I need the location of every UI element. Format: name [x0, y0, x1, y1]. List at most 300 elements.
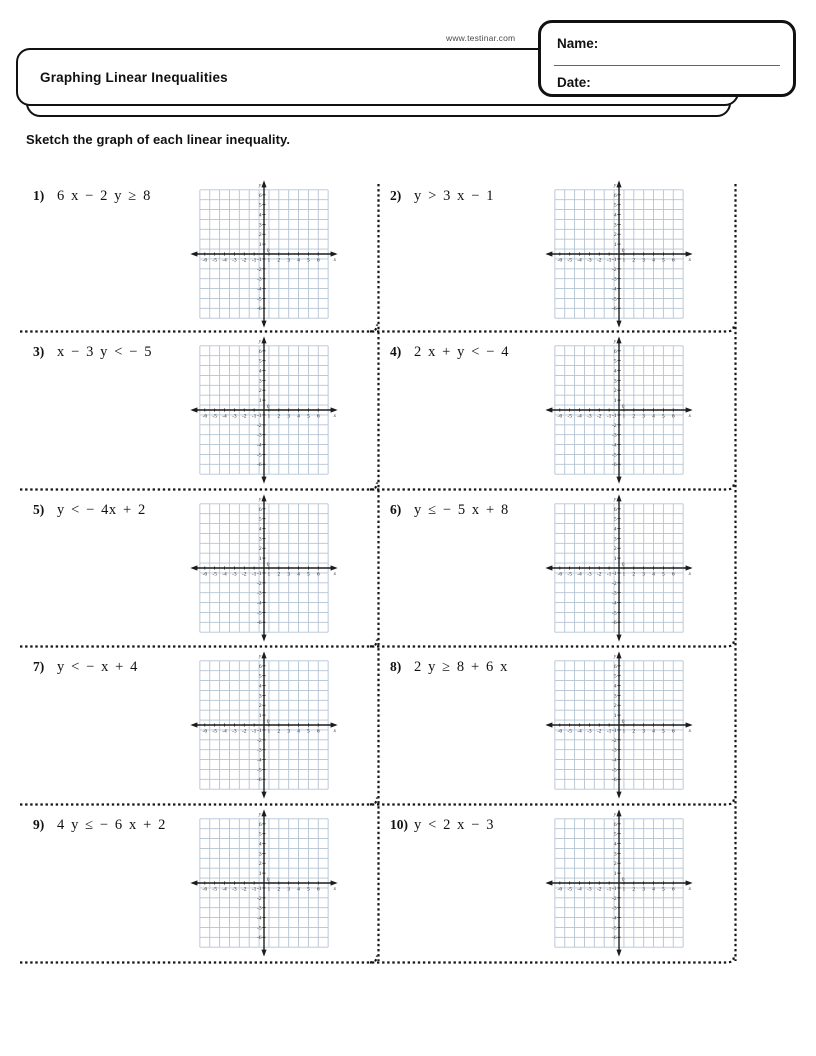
svg-text:-6: -6 [257, 306, 262, 313]
svg-text:-1: -1 [257, 256, 262, 263]
svg-text:5: 5 [307, 257, 310, 264]
problem-equation: y ≤ − 5 x + 8 [414, 502, 509, 518]
problem-2 [379, 175, 736, 331]
coordinate-grid [545, 180, 693, 328]
svg-text:x: x [688, 570, 692, 577]
problem-5 [20, 489, 377, 646]
svg-text:-5: -5 [212, 571, 217, 578]
svg-text:-2: -2 [257, 580, 262, 587]
svg-text:-3: -3 [612, 276, 617, 283]
svg-text:6: 6 [613, 192, 617, 199]
svg-text:-3: -3 [232, 728, 237, 735]
svg-text:y: y [258, 338, 262, 345]
svg-text:-6: -6 [557, 728, 563, 735]
svg-text:3: 3 [287, 886, 291, 893]
svg-text:0: 0 [621, 404, 625, 411]
svg-text:4: 4 [613, 683, 617, 690]
svg-text:6: 6 [613, 663, 617, 670]
svg-text:2: 2 [258, 388, 262, 395]
svg-text:4: 4 [652, 886, 655, 893]
svg-text:-4: -4 [612, 286, 617, 293]
svg-text:-6: -6 [257, 935, 262, 942]
svg-text:2: 2 [613, 703, 617, 710]
problem-equation: y < − 4x + 2 [57, 502, 146, 518]
svg-text:-5: -5 [257, 610, 262, 617]
problem-number: 1) [33, 188, 45, 203]
svg-text:1: 1 [267, 728, 271, 735]
svg-text:-6: -6 [257, 620, 262, 627]
coordinate-grid [545, 809, 693, 957]
svg-text:1: 1 [613, 556, 617, 563]
svg-text:2: 2 [632, 886, 636, 893]
svg-text:6: 6 [613, 506, 617, 513]
svg-text:-6: -6 [202, 886, 208, 893]
svg-text:-1: -1 [251, 257, 257, 264]
svg-text:6: 6 [258, 192, 262, 199]
svg-text:4: 4 [258, 368, 262, 375]
svg-text:4: 4 [297, 413, 300, 420]
svg-text:3: 3 [287, 571, 291, 578]
svg-text:6: 6 [258, 348, 262, 355]
svg-text:-2: -2 [257, 737, 262, 744]
svg-text:-3: -3 [587, 571, 592, 578]
svg-text:3: 3 [258, 851, 262, 858]
svg-text:1: 1 [622, 571, 626, 578]
svg-text:-3: -3 [232, 886, 237, 893]
svg-text:3: 3 [287, 413, 291, 420]
svg-text:6: 6 [613, 821, 617, 828]
svg-text:y: y [613, 496, 617, 503]
problem-3 [20, 331, 377, 489]
svg-text:6: 6 [316, 728, 320, 735]
svg-text:4: 4 [258, 841, 262, 848]
website-url: www.testinar.com [446, 33, 516, 43]
svg-text:5: 5 [662, 886, 665, 893]
svg-text:2: 2 [258, 703, 262, 710]
svg-text:-1: -1 [257, 412, 262, 419]
svg-text:4: 4 [613, 841, 617, 848]
problem-6 [379, 489, 736, 646]
svg-text:-1: -1 [257, 727, 262, 734]
svg-text:2: 2 [613, 232, 617, 239]
svg-text:1: 1 [267, 257, 271, 264]
svg-text:-3: -3 [257, 747, 262, 754]
svg-text:4: 4 [297, 257, 300, 264]
svg-text:-2: -2 [612, 580, 617, 587]
svg-text:-5: -5 [212, 886, 217, 893]
problem-1 [20, 175, 377, 331]
svg-text:-2: -2 [241, 886, 247, 893]
svg-text:-4: -4 [257, 442, 262, 449]
svg-text:-5: -5 [212, 413, 217, 420]
svg-text:2: 2 [277, 257, 281, 264]
svg-text:5: 5 [258, 831, 262, 838]
svg-text:y: y [613, 653, 617, 660]
svg-text:6: 6 [671, 728, 675, 735]
svg-text:-4: -4 [257, 915, 262, 922]
svg-text:-5: -5 [257, 452, 262, 459]
svg-text:-5: -5 [567, 413, 572, 420]
svg-text:-3: -3 [257, 432, 262, 439]
svg-text:-1: -1 [606, 413, 612, 420]
problem-number: 8) [390, 659, 402, 674]
svg-text:-3: -3 [232, 413, 237, 420]
svg-text:1: 1 [258, 242, 262, 249]
svg-text:6: 6 [258, 663, 262, 670]
svg-text:x: x [688, 256, 692, 263]
svg-text:6: 6 [671, 413, 675, 420]
svg-text:6: 6 [258, 821, 262, 828]
svg-text:6: 6 [671, 886, 675, 893]
svg-text:5: 5 [613, 202, 617, 209]
svg-text:3: 3 [258, 378, 262, 385]
svg-text:-5: -5 [612, 767, 617, 774]
svg-text:5: 5 [307, 571, 310, 578]
svg-text:1: 1 [258, 871, 262, 878]
svg-text:-5: -5 [567, 728, 572, 735]
svg-text:3: 3 [613, 851, 617, 858]
svg-text:1: 1 [622, 257, 626, 264]
problem-9 [20, 804, 377, 962]
svg-text:-4: -4 [612, 442, 617, 449]
svg-text:4: 4 [652, 413, 655, 420]
svg-text:-1: -1 [612, 412, 617, 419]
svg-text:y: y [258, 811, 262, 818]
svg-text:0: 0 [621, 562, 625, 569]
svg-text:x: x [333, 256, 337, 263]
svg-text:1: 1 [267, 571, 271, 578]
svg-text:1: 1 [613, 242, 617, 249]
svg-text:6: 6 [613, 348, 617, 355]
svg-text:4: 4 [258, 526, 262, 533]
svg-text:0: 0 [621, 248, 625, 255]
svg-text:-6: -6 [257, 462, 262, 469]
svg-text:-1: -1 [606, 257, 612, 264]
svg-text:-3: -3 [612, 747, 617, 754]
coordinate-grid [545, 651, 693, 799]
svg-text:4: 4 [652, 257, 655, 264]
svg-text:1: 1 [622, 413, 626, 420]
svg-text:-1: -1 [251, 571, 257, 578]
svg-text:-2: -2 [612, 266, 617, 273]
svg-text:6: 6 [258, 506, 262, 513]
svg-text:2: 2 [613, 388, 617, 395]
svg-text:2: 2 [277, 728, 281, 735]
svg-text:-6: -6 [557, 571, 563, 578]
svg-text:y: y [613, 338, 617, 345]
problem-equation: y < 2 x − 3 [414, 817, 495, 833]
svg-text:-4: -4 [612, 600, 617, 607]
svg-text:-4: -4 [577, 728, 582, 735]
svg-text:3: 3 [258, 222, 262, 229]
svg-text:-6: -6 [557, 413, 563, 420]
svg-text:y: y [613, 182, 617, 189]
svg-text:5: 5 [258, 202, 262, 209]
svg-text:-6: -6 [202, 257, 208, 264]
svg-text:2: 2 [613, 546, 617, 553]
svg-text:3: 3 [287, 257, 291, 264]
coordinate-grid [190, 336, 338, 484]
svg-text:5: 5 [613, 358, 617, 365]
svg-text:2: 2 [258, 232, 262, 239]
svg-text:2: 2 [632, 571, 636, 578]
svg-text:2: 2 [613, 861, 617, 868]
svg-text:2: 2 [277, 886, 281, 893]
svg-text:-1: -1 [612, 570, 617, 577]
svg-text:5: 5 [307, 886, 310, 893]
svg-text:-5: -5 [212, 728, 217, 735]
svg-text:x: x [688, 412, 692, 419]
svg-text:y: y [258, 653, 262, 660]
svg-text:2: 2 [258, 546, 262, 553]
svg-text:-3: -3 [587, 413, 592, 420]
svg-text:-3: -3 [232, 571, 237, 578]
svg-text:x: x [333, 412, 337, 419]
svg-text:2: 2 [277, 413, 281, 420]
svg-text:-3: -3 [587, 257, 592, 264]
svg-text:-2: -2 [612, 422, 617, 429]
svg-text:-1: -1 [257, 885, 262, 892]
svg-text:3: 3 [613, 536, 617, 543]
svg-text:-5: -5 [612, 610, 617, 617]
svg-text:1: 1 [613, 871, 617, 878]
svg-text:5: 5 [307, 728, 310, 735]
svg-text:5: 5 [613, 831, 617, 838]
svg-text:-6: -6 [202, 571, 208, 578]
svg-text:4: 4 [652, 571, 655, 578]
name-date-box [538, 20, 796, 97]
svg-text:1: 1 [267, 886, 271, 893]
svg-text:2: 2 [632, 728, 636, 735]
svg-text:-4: -4 [222, 257, 227, 264]
svg-text:x: x [333, 727, 337, 734]
svg-text:3: 3 [613, 378, 617, 385]
svg-text:1: 1 [622, 886, 626, 893]
svg-text:-3: -3 [232, 257, 237, 264]
svg-text:-6: -6 [202, 728, 208, 735]
svg-text:5: 5 [662, 413, 665, 420]
svg-text:4: 4 [258, 212, 262, 219]
svg-text:x: x [688, 885, 692, 892]
problem-7 [20, 646, 377, 804]
instruction-text: Sketch the graph of each linear inequality. [26, 132, 291, 147]
svg-text:3: 3 [642, 413, 646, 420]
svg-text:2: 2 [632, 257, 636, 264]
svg-text:x: x [333, 570, 337, 577]
svg-text:-2: -2 [596, 571, 602, 578]
svg-text:-2: -2 [257, 422, 262, 429]
coordinate-grid [190, 651, 338, 799]
svg-text:3: 3 [613, 222, 617, 229]
svg-text:-3: -3 [257, 276, 262, 283]
svg-text:5: 5 [613, 673, 617, 680]
svg-text:-4: -4 [257, 286, 262, 293]
svg-text:-5: -5 [257, 296, 262, 303]
svg-text:-4: -4 [257, 757, 262, 764]
date-label: Date: [557, 75, 591, 90]
name-fill-line [554, 65, 780, 66]
svg-text:4: 4 [613, 526, 617, 533]
svg-text:4: 4 [613, 368, 617, 375]
svg-text:-6: -6 [557, 257, 563, 264]
svg-text:-5: -5 [212, 257, 217, 264]
svg-text:3: 3 [642, 728, 646, 735]
svg-text:-5: -5 [567, 257, 572, 264]
svg-text:3: 3 [642, 571, 646, 578]
svg-text:3: 3 [642, 886, 646, 893]
svg-text:4: 4 [613, 212, 617, 219]
svg-text:0: 0 [266, 248, 270, 255]
problem-4 [379, 331, 736, 489]
svg-text:-3: -3 [257, 590, 262, 597]
svg-text:-6: -6 [257, 777, 262, 784]
problem-number: 7) [33, 659, 45, 674]
svg-text:-1: -1 [251, 886, 257, 893]
problem-number: 9) [33, 817, 45, 832]
svg-text:0: 0 [621, 719, 625, 726]
svg-text:5: 5 [258, 673, 262, 680]
page-title: Graphing Linear Inequalities [40, 69, 228, 85]
svg-text:-3: -3 [612, 590, 617, 597]
svg-text:y: y [258, 496, 262, 503]
svg-text:-6: -6 [612, 935, 617, 942]
problem-10 [379, 804, 736, 962]
svg-text:y: y [258, 182, 262, 189]
svg-text:-1: -1 [251, 413, 257, 420]
problem-equation: 4 y ≤ − 6 x + 2 [57, 817, 166, 833]
svg-text:-3: -3 [587, 886, 592, 893]
svg-text:-3: -3 [612, 432, 617, 439]
svg-text:6: 6 [671, 571, 675, 578]
svg-text:y: y [613, 811, 617, 818]
svg-text:1: 1 [267, 413, 271, 420]
svg-text:4: 4 [297, 728, 300, 735]
svg-text:-2: -2 [257, 895, 262, 902]
svg-text:-4: -4 [612, 757, 617, 764]
svg-text:-2: -2 [612, 737, 617, 744]
svg-text:-5: -5 [567, 571, 572, 578]
problem-number: 5) [33, 502, 45, 517]
svg-text:5: 5 [662, 257, 665, 264]
svg-text:6: 6 [316, 571, 320, 578]
svg-text:-4: -4 [577, 257, 582, 264]
svg-text:-2: -2 [596, 257, 602, 264]
svg-text:3: 3 [642, 257, 646, 264]
coordinate-grid [545, 336, 693, 484]
svg-text:3: 3 [258, 536, 262, 543]
svg-text:-6: -6 [612, 462, 617, 469]
svg-text:-3: -3 [257, 905, 262, 912]
problem-number: 4) [390, 344, 402, 359]
problem-number: 2) [390, 188, 402, 203]
svg-text:5: 5 [258, 358, 262, 365]
svg-text:6: 6 [671, 257, 675, 264]
problem-number: 6) [390, 502, 402, 517]
svg-text:-4: -4 [222, 571, 227, 578]
svg-text:1: 1 [622, 728, 626, 735]
svg-text:-2: -2 [612, 895, 617, 902]
svg-text:5: 5 [613, 516, 617, 523]
coordinate-grid [190, 180, 338, 328]
svg-text:1: 1 [613, 713, 617, 720]
svg-text:5: 5 [307, 413, 310, 420]
svg-text:-2: -2 [241, 728, 247, 735]
problem-number: 3) [33, 344, 45, 359]
svg-text:-4: -4 [612, 915, 617, 922]
svg-text:1: 1 [258, 398, 262, 405]
svg-text:-2: -2 [241, 257, 247, 264]
name-label: Name: [557, 36, 599, 51]
svg-text:0: 0 [621, 877, 625, 884]
svg-text:2: 2 [258, 861, 262, 868]
svg-text:-4: -4 [577, 886, 582, 893]
svg-text:-1: -1 [251, 728, 257, 735]
svg-text:-2: -2 [596, 413, 602, 420]
svg-text:-1: -1 [612, 256, 617, 263]
svg-text:3: 3 [613, 693, 617, 700]
problem-equation: x − 3 y < − 5 [57, 344, 153, 360]
svg-text:-2: -2 [257, 266, 262, 273]
problem-equation: 6 x − 2 y ≥ 8 [57, 188, 151, 204]
svg-text:-2: -2 [596, 728, 602, 735]
svg-text:3: 3 [258, 693, 262, 700]
svg-text:-5: -5 [257, 767, 262, 774]
svg-text:5: 5 [662, 571, 665, 578]
svg-text:2: 2 [632, 413, 636, 420]
svg-text:5: 5 [258, 516, 262, 523]
svg-text:0: 0 [266, 562, 270, 569]
svg-text:-1: -1 [612, 727, 617, 734]
svg-text:4: 4 [297, 886, 300, 893]
svg-text:4: 4 [258, 683, 262, 690]
svg-text:4: 4 [297, 571, 300, 578]
svg-text:0: 0 [266, 719, 270, 726]
svg-text:-4: -4 [222, 413, 227, 420]
problem-equation: y > 3 x − 1 [414, 188, 495, 204]
svg-text:4: 4 [652, 728, 655, 735]
problem-number: 10) [390, 817, 408, 832]
svg-text:-6: -6 [557, 886, 563, 893]
svg-text:-6: -6 [202, 413, 208, 420]
svg-text:-4: -4 [577, 571, 582, 578]
svg-text:-1: -1 [257, 570, 262, 577]
svg-text:x: x [333, 885, 337, 892]
svg-text:-1: -1 [606, 571, 612, 578]
svg-text:6: 6 [316, 413, 320, 420]
svg-text:-3: -3 [587, 728, 592, 735]
svg-text:5: 5 [662, 728, 665, 735]
svg-text:-5: -5 [612, 452, 617, 459]
svg-text:-5: -5 [567, 886, 572, 893]
svg-text:-1: -1 [612, 885, 617, 892]
coordinate-grid [190, 809, 338, 957]
svg-text:-3: -3 [612, 905, 617, 912]
coordinate-grid [190, 494, 338, 642]
svg-text:3: 3 [287, 728, 291, 735]
svg-text:6: 6 [316, 257, 320, 264]
svg-text:-6: -6 [612, 306, 617, 313]
svg-text:-2: -2 [241, 413, 247, 420]
svg-text:-5: -5 [612, 296, 617, 303]
svg-text:1: 1 [613, 398, 617, 405]
svg-text:-2: -2 [241, 571, 247, 578]
svg-text:-1: -1 [606, 886, 612, 893]
svg-text:1: 1 [258, 713, 262, 720]
problem-equation: 2 y ≥ 8 + 6 x [414, 659, 508, 675]
svg-text:-5: -5 [257, 925, 262, 932]
svg-text:-6: -6 [612, 620, 617, 627]
svg-text:-2: -2 [596, 886, 602, 893]
